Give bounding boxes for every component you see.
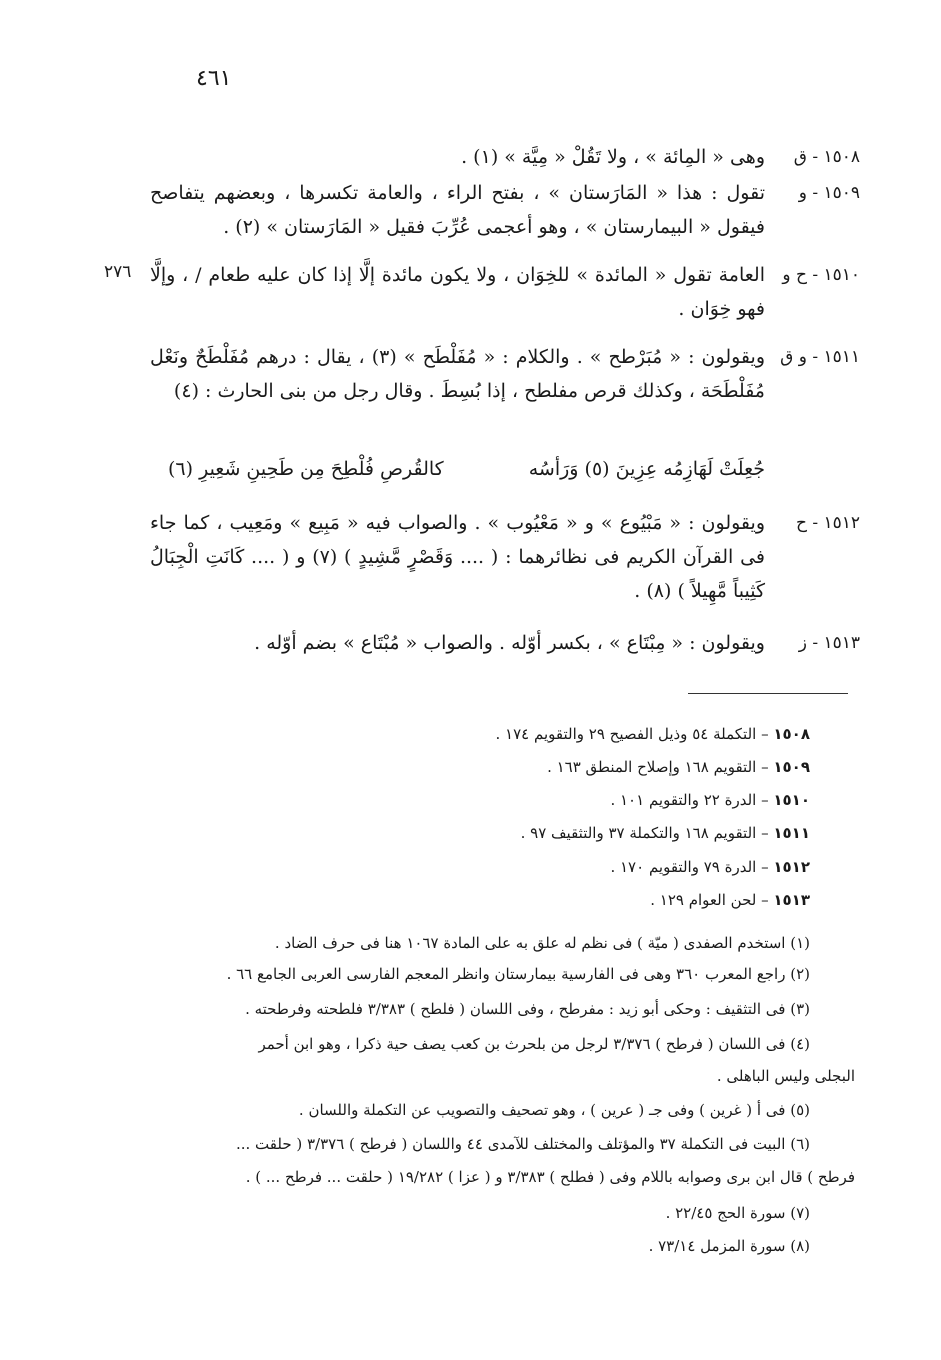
entry-text: ويقولون : « مِبْتَاع » ، بكسر أوّله . والصواب « مُبْتَاع » بضم أوّله . (254, 632, 765, 654)
source-text: – التقويم ١٦٨ والتكملة ٣٧ والتثقيف ٩٧ . (520, 824, 769, 842)
source-line (150, 888, 810, 912)
poem-hemistich-1: جُعِلَتْ لَهَازِمُه عِزِينَ (٥) وَرَأسُه (528, 458, 765, 480)
source-number: ١٥١١ (773, 824, 810, 842)
margin-page-reference: ٢٧٦ (104, 262, 132, 282)
source-line (150, 755, 810, 779)
entry-1513 (150, 626, 860, 660)
source-line (150, 722, 810, 746)
entry-text: تقول : هذا « المَارَستان » ، بفتح الراء ، والعامة تكسرها ، وبعضهم يتفاصح فيقول « البيمارستان » ، وهو أعجمى عُرِّبَ فقيل « المَارَستان » (٢) . (150, 182, 765, 238)
page-number: ٤٦١ (196, 66, 232, 91)
source-number: ١٥٠٩ (773, 758, 810, 776)
entry-label: ١٥١٣ - ز (798, 633, 860, 653)
footnote-8: (٨) سورة المزمل ٧٣/١٤ . (648, 1237, 810, 1255)
entry-label: ١٥١٢ - ح (795, 513, 860, 533)
entry-text: العامة تقول « المائدة » للخِوَان ، ولا يكون مائدة إلَّا إذا كان عليه طعام / ، وإلَّا فهو خِوَان . (150, 264, 765, 320)
poem-hemistich-2: كالقُرصِ فُلْطِحَ مِن طَحِينِ شَعِيرِ (٦) (168, 458, 444, 480)
poem-verse (150, 458, 765, 494)
footnote-5: (٥) فى أ ( غرين ) وفى جـ ( عرين ) ، وهو تصحيف والتصويب عن التكملة واللسان . (298, 1101, 810, 1119)
entry-1512 (150, 506, 860, 608)
source-text: – الدرة ٧٩ والتقويم ١٧٠ . (610, 858, 769, 876)
footnote-1: (١) استخدم الصفدى ( ميّة ) فى نظم له علق به على المادة ١٠٦٧ هنا فى حرف الضاد . (274, 934, 810, 952)
entry-text: ويقولون : « مَبْيُوع » و « مَعْيُوب » . والصواب فيه « مَبِيع » ومَعِيب ، كما جاء فى القرآن الكريم فى نظائرهما : ( .... وَقَصْرٍ مَّشِيدٍ ) (٧) و ( .... كَانَتِ الْجِبَالُ كَثِيباً مَّهِيلاً ) (٨) . (150, 512, 765, 602)
entry-1510 (150, 258, 860, 326)
entry-text: وهى « المِائة » ، ولا تَقُلْ « مِيَّة » (١) . (461, 146, 765, 168)
entry-label: ١٥١١ - و ق (780, 347, 860, 367)
entry-1511 (150, 340, 860, 408)
source-number: ١٥١٢ (773, 858, 810, 876)
source-line (150, 788, 810, 812)
source-line (150, 855, 810, 879)
footnote-4: (٤) فى اللسان ( فرطح ) ٣/٣٧٦ لرجل من بلحرث بن كعب يصف حية ذكرا ، وهو ابن أحمر (258, 1035, 810, 1053)
entry-text: ويقولون : « مُبَرْطح » . والكلام : « مُفَلْطَح » (٣) ، يقال : درهم مُفَلْطَحٌ ونَعْل مُفَلْطَحَة ، وكذلك قرص مفلطح ، إذا بُسِطَ . وقال رجل من بنى الحارث : (٤) (150, 346, 765, 402)
footnote-2: (٢) راجع المعرب ٣٦٠ وهى فى الفارسية بيمارستان وانظر المعجم الفارسى العربى الجامع ٦٦ . (226, 965, 810, 983)
source-text: – لحن العوام ١٢٩ . (650, 891, 769, 909)
source-number: ١٥٠٨ (773, 725, 810, 743)
source-text: – التقويم ١٦٨ وإصلاح المنطق ١٦٣ . (547, 758, 769, 776)
source-number: ١٥١٣ (773, 891, 810, 909)
footnote-7: (٧) سورة الحج ٢٢/٤٥ . (665, 1204, 810, 1222)
source-number: ١٥١٠ (773, 791, 810, 809)
entry-label: ١٥٠٩ - و (798, 183, 860, 203)
entry-1508 (150, 140, 860, 174)
footnote-6: (٦) البيت فى التكملة ٣٧ والمؤتلف والمختلف للآمدى ٤٤ واللسان ( فرطح ) ٣/٣٧٦ ( حلقت ... (235, 1135, 810, 1153)
entry-label: ١٥٠٨ - ق (793, 147, 860, 167)
footnote-separator (688, 693, 848, 694)
source-text: – الدرة ٢٢ والتقويم ١٠١ . (610, 791, 769, 809)
source-text: – التكملة ٥٤ وذيل الفصيح ٢٩ والتقويم ١٧٤ . (495, 725, 769, 743)
entry-1509 (150, 176, 860, 244)
entry-label: ١٥١٠ - ح و (782, 265, 860, 285)
footnote-6-continued: فرطح ) قال ابن برى وصوابه باللام وفى ( فطلح ) ٣/٣٨٣ و ( عزا ) ١٩/٢٨٢ ( حلقت ... فرطح ... ) . (245, 1168, 855, 1186)
footnote-4-continued: البجلى وليس الباهلى . (716, 1067, 855, 1085)
footnote-3: (٣) فى التثقيف : وحكى أبو زيد : مفرطح ، وفى اللسان ( فلطح ) ٣/٣٨٣ فلطحته وفرطحته . (245, 1000, 810, 1018)
source-line (150, 821, 810, 845)
